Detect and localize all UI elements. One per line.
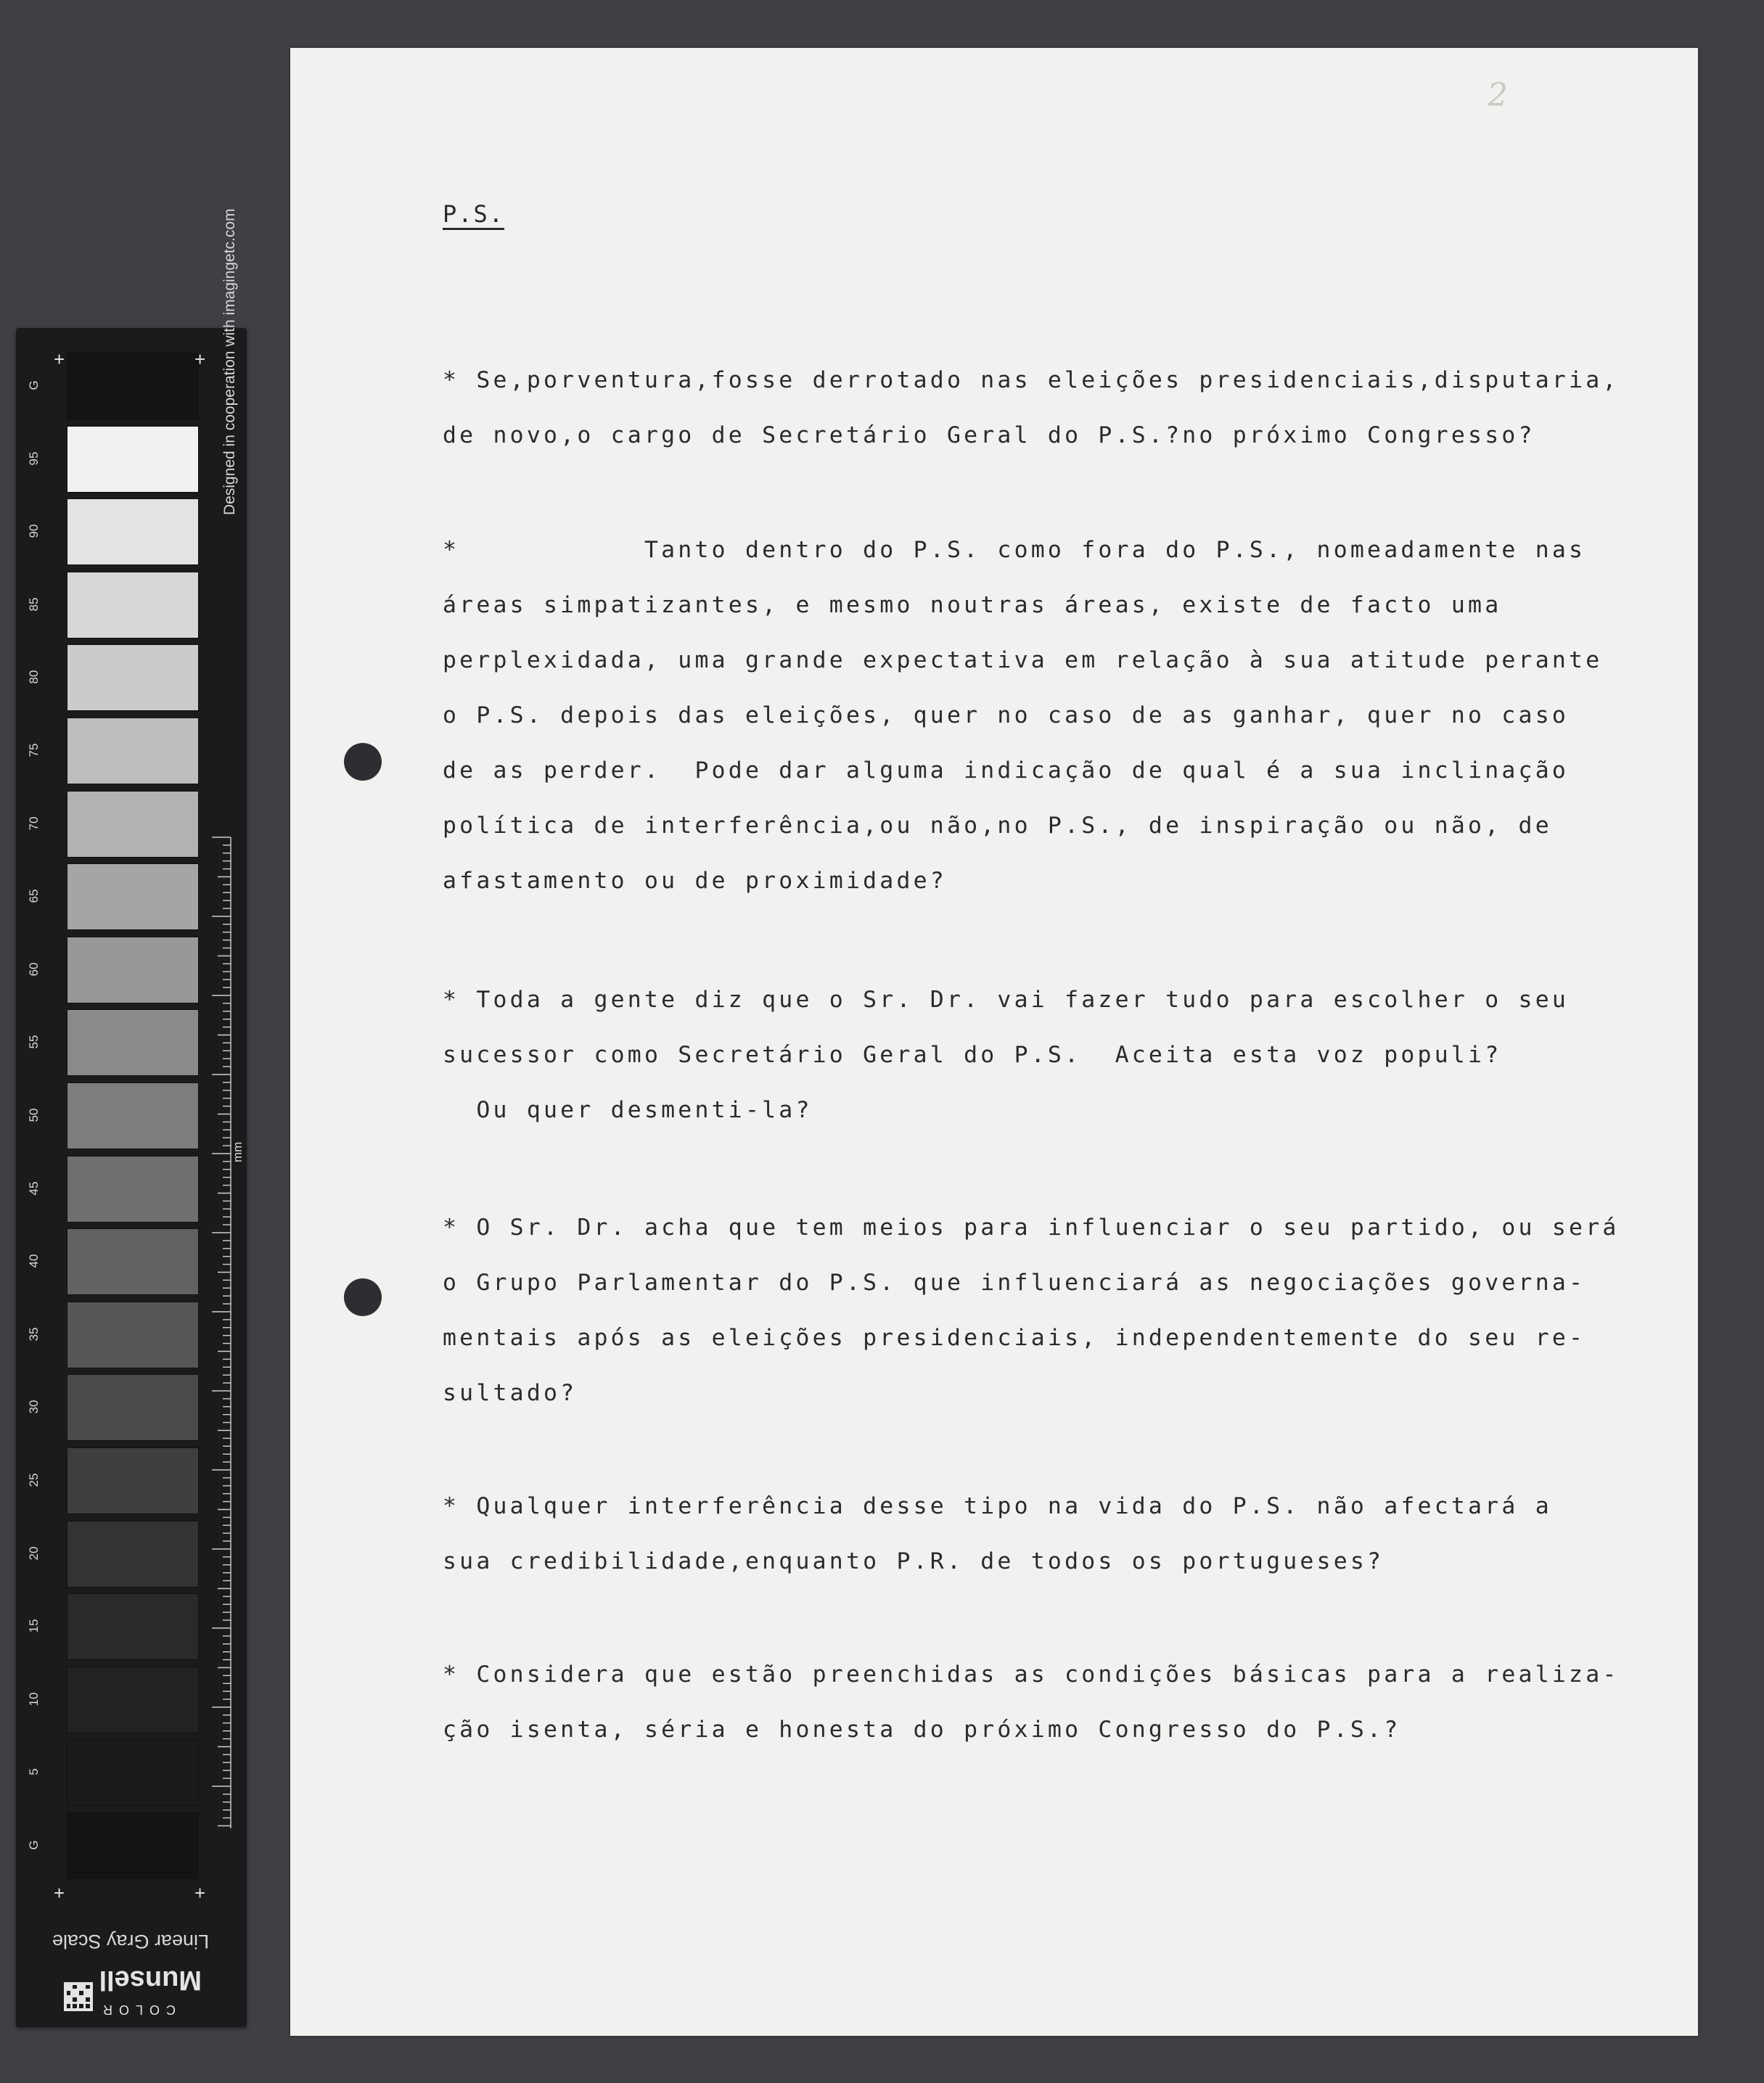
gray-patch xyxy=(67,1812,199,1879)
punch-hole xyxy=(344,743,382,781)
text-line: afastamento ou de proximidade? xyxy=(443,868,947,894)
text-line: * Considera que estão preenchidas as condições básicas para a realiza- xyxy=(443,1661,1620,1688)
text-line: * O Sr. Dr. acha que tem meios para influenciar o seu partido, ou será xyxy=(443,1215,1620,1241)
gray-patch-label: 75 xyxy=(27,743,41,757)
gray-patch xyxy=(67,498,199,565)
text-line: áreas simpatizantes, e mesmo noutras áreas, existe de facto uma xyxy=(443,592,1502,618)
text-line: perplexidada, uma grande expectativa em relação à sua atitude perante xyxy=(443,647,1603,673)
text-line: sucessor como Secretário Geral do P.S. Aceita esta voz populi? xyxy=(443,1042,1502,1068)
gray-patch xyxy=(67,937,199,1003)
gray-patch-label: 30 xyxy=(27,1400,41,1414)
text-line: política de interferência,ou não,no P.S., de inspiração ou não, de xyxy=(443,813,1552,839)
ruler-unit-label: mm xyxy=(231,1141,245,1162)
text-line: ção isenta, séria e honesta do próximo Congresso do P.S.? xyxy=(443,1717,1401,1743)
gray-patch-label: G xyxy=(27,1840,41,1850)
registration-mark: + xyxy=(54,348,65,370)
gray-patch xyxy=(67,353,199,419)
text-line: * Se,porventura,fosse derrotado nas eleições presidenciais,disputaria, xyxy=(443,367,1620,393)
brand-sub: COLOR xyxy=(96,2002,176,2017)
card-credit-text: Designed in cooperation with imagingetc.com xyxy=(221,208,238,515)
gray-patch-label: G xyxy=(27,380,41,390)
brand-name: Munsell xyxy=(99,1965,202,1995)
gray-patch-label: 95 xyxy=(27,451,41,466)
gray-patch xyxy=(67,1228,199,1295)
gray-patch xyxy=(67,1593,199,1660)
text-line: de as perder. Pode dar alguma indicação de qual é a sua inclinação xyxy=(443,757,1570,784)
gray-patch xyxy=(67,644,199,711)
gray-patch-label: 60 xyxy=(27,962,41,977)
text-line: * Toda a gente diz que o Sr. Dr. vai fazer tudo para escolher o seu xyxy=(443,987,1570,1013)
text-line: o Grupo Parlamentar do P.S. que influenciará as negociações governa- xyxy=(443,1270,1586,1296)
text-line: o P.S. depois das eleições, quer no caso de as ganhar, quer no caso xyxy=(443,702,1570,728)
gray-patch xyxy=(67,1374,199,1441)
text-line: mentais após as eleições presidenciais, independentemente do seu re- xyxy=(443,1325,1586,1351)
gray-patch-label: 50 xyxy=(27,1108,41,1122)
gray-patch xyxy=(67,1667,199,1733)
question-paragraph xyxy=(443,1479,1633,1589)
text-line: sultado? xyxy=(443,1380,578,1406)
question-paragraph xyxy=(443,1647,1633,1757)
gray-patch xyxy=(67,1302,199,1368)
gray-patch-label: 45 xyxy=(27,1181,41,1196)
question-paragraph xyxy=(443,353,1633,463)
gray-patch xyxy=(67,1009,199,1076)
gray-patch xyxy=(67,572,199,638)
gray-patch-label: 80 xyxy=(27,670,41,684)
document-page xyxy=(290,48,1698,2036)
gray-scale-card xyxy=(16,328,247,2027)
munsell-logo xyxy=(64,1959,202,2017)
gray-patch xyxy=(67,791,199,858)
text-line: * Qualquer interferência desse tipo na vida do P.S. não afectará a xyxy=(443,1493,1552,1519)
document-heading: P.S. xyxy=(443,200,505,228)
question-paragraph xyxy=(443,972,1633,1138)
gray-patch-label: 65 xyxy=(27,889,41,903)
text-line: sua credibilidade,enquanto P.R. de todos os portugueses? xyxy=(443,1548,1384,1574)
gray-patch-label: 85 xyxy=(27,597,41,612)
gray-patch-label: 20 xyxy=(27,1546,41,1561)
gray-patch-label: 70 xyxy=(27,816,41,831)
munsell-grid-icon xyxy=(64,1982,93,2011)
gray-patch xyxy=(67,1082,199,1149)
gray-patch-label: 25 xyxy=(27,1473,41,1487)
text-line: * Tanto dentro do P.S. como fora do P.S., nomeadamente nas xyxy=(443,537,1586,563)
gray-patch-label: 40 xyxy=(27,1254,41,1268)
registration-mark: + xyxy=(194,348,206,370)
gray-patch-label: 5 xyxy=(27,1768,41,1775)
card-title: Linear Gray Scale xyxy=(52,1931,210,1952)
gray-patch xyxy=(67,1156,199,1223)
gray-patch xyxy=(67,1447,199,1514)
gray-patch-label: 10 xyxy=(27,1692,41,1706)
gray-patch-label: 90 xyxy=(27,524,41,538)
text-line: de novo,o cargo de Secretário Geral do P.S.?no próximo Congresso? xyxy=(443,422,1535,448)
gray-patch xyxy=(67,1521,199,1587)
gray-patch xyxy=(67,718,199,784)
question-paragraph xyxy=(443,1200,1633,1421)
gray-patch xyxy=(67,863,199,930)
gray-patch xyxy=(67,1739,199,1806)
gray-patch-label: 55 xyxy=(27,1035,41,1049)
mm-ruler xyxy=(209,836,238,1830)
question-paragraph xyxy=(443,522,1633,908)
registration-mark: + xyxy=(194,1882,206,1904)
gray-patch xyxy=(67,426,199,493)
gray-patch-label: 15 xyxy=(27,1619,41,1633)
page-number-mark: 2 xyxy=(1488,77,1508,114)
punch-hole xyxy=(344,1278,382,1316)
gray-patch-label: 35 xyxy=(27,1327,41,1342)
text-line: Ou quer desmenti-la? xyxy=(443,1097,813,1123)
registration-mark: + xyxy=(54,1882,65,1904)
